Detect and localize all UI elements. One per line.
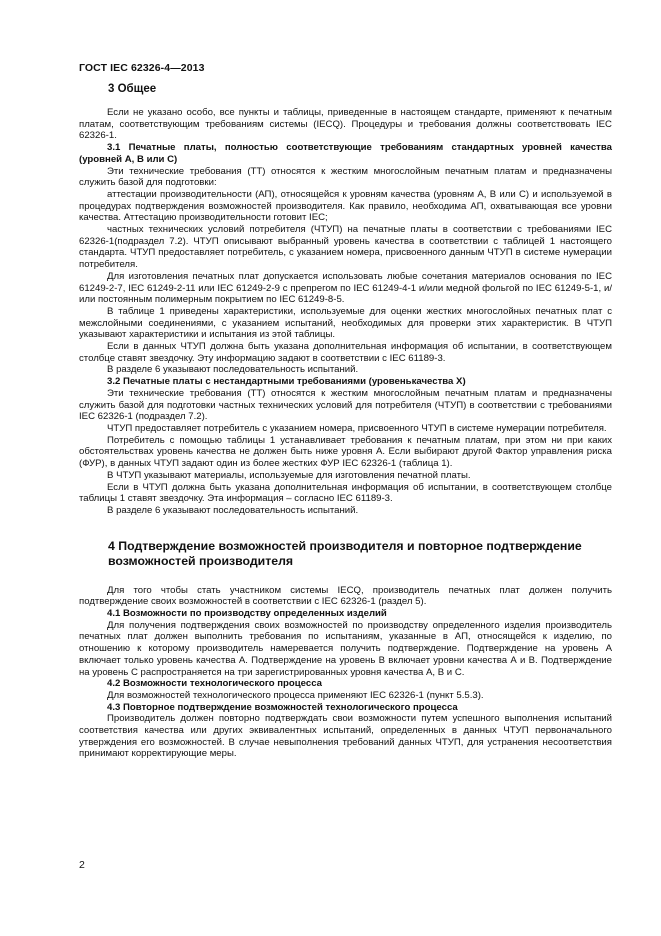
paragraph: ЧТУП предоставляет потребитель с указанием номера, присвоенного ЧТУП в системе нумерации потребителя. [107,422,607,434]
subsection-3-2-title: 3.2 Печатные платы с нестандартными требованиями (уровенькачества X) [107,376,466,388]
paragraph: В ЧТУП указывают материалы, используемые для изготовления печатной платы. [107,469,471,481]
paragraph: В таблице 1 приведены характеристики, используемые для оценки жестких многослойных печатных плат с межслойными соединениями, с указанием испытаний, необходимых для проверки этих характеристик. В ЧТУП указывают характеристики и испытания из этой таблицы. [79,305,612,341]
paragraph: Для получения подтверждения своих возможностей по производству определенного изделия производитель печатных плат должен выполнить требования по испытаниям, указанные в АП, относящейся к изделию, по отношению к которому производитель намеревается получить подтверждение. Подтверждение на уровень А включает только уровень качества А. Подтверждение на уровень В включает уровни качества А и В. Подтверждение на уровень С распространяется на три зарегистрированных уровня качества А, В и С. [79,619,612,678]
subsection-4-1-title: 4.1 Возможности по производству определенных изделий [107,608,387,620]
paragraph: Для изготовления печатных плат допускается использовать любые сочетания материалов основания по IEC 61249-2-7, IEC 61249-2-11 или IEC 61249-2-9 с препрегом по IEC 61249-4-1 и/или медной фольгой по IEC 61249-5-1, и/или постоянным полимерным покрытием по IEC 61249-8-5. [79,270,612,306]
paragraph: Эти технические требования (ТТ) относятся к жестким многослойным печатным платам и предназначены служить базой для подготовки: [79,165,612,189]
document-body [79,82,612,760]
subsection-4-2-title: 4.2 Возможности технологического процесса [107,678,322,690]
section-4-title: 4 Подтверждение возможностей производителя и повторное подтверждение возможностей производителя [108,538,582,568]
section-3-title: 3 Общее [108,83,157,95]
paragraph: Если не указано особо, все пункты и таблицы, приведенные в настоящем стандарте, применяют к печатным платам, соответствующим требованиям системы (IECQ). Процедуры и требования должны соответствовать IEC 62326-1. [79,107,612,142]
paragraph: В разделе 6 указывают последовательность испытаний. [107,364,359,376]
paragraph: Если в ЧТУП должна быть указана дополнительная информация об испытании, в соответствующем столбце таблицы 1 ставят звездочку. Эта информация – согласно IEC 61189-3. [79,481,612,505]
paragraph: аттестации производительности (АП), относящейся к уровням качества (уровням А, В или С) и используемой в процедурах подтверждения возможностей производителя. Как правило, необходима АП, охватывающая все уровни качества. Аттестацию производительности готовит IEC; [79,188,612,224]
paragraph: В разделе 6 указывают последовательность испытаний. [107,504,359,516]
subsection-3-1-title: 3.1 Печатные платы, полностью соответствующие требованиям стандартных уровней качества (уровней А, В или С) [79,142,612,165]
paragraph: Эти технические требования (ТТ) относятся к жестким многослойным печатным платам и предназначены служить базой для подготовки частных технических условий для потребителя (ЧТУП) в соответствии с требованиями IEC 62326-1 (подраздел 7.2). [79,387,612,423]
page-number: 2 [79,859,85,871]
paragraph: Производитель должен повторно подтверждать свои возможности путем успешного выполнения испытаний соответствия качества или других эквивалентных испытаний, определенных в данных ЧТУП первоначального утверждения его возможностей. В случае невыполнения требований данных ЧТУП, для устранения несоответствия принимают корректирующие меры. [79,713,612,760]
paragraph: Потребитель с помощью таблицы 1 устанавливает требования к печатным платам, при этом ни при каких обстоятельствах уровень качества не должен быть ниже уровня А. Если выбирают другой Фактор управления риска (ФУР), в данных ЧТУП задают один из более жестких ФУР IEC 62326-1 (таблица 1). [79,434,612,470]
subsection-4-3-title: 4.3 Повторное подтверждение возможностей технологического процесса [107,701,458,713]
paragraph: Для возможностей технологического процесса применяют IEC 62326-1 (пункт 5.5.3). [107,689,484,701]
paragraph: Если в данных ЧТУП должна быть указана дополнительная информация об испытании, в соответствующем столбце ставят звездочку. Эту информацию задают в соответствии с IEC 61189-3. [79,341,612,364]
paragraph: частных технических условий потребителя (ЧТУП) на печатные платы в соответствии с требованиями IEC 62326-1(подраздел 7.2). ЧТУП описывают выбранный уровень качества в соответствии с таблицей 1 настоящего стандарта. ЧТУП предоставляет потребитель, с указанием номера, присвоенного данным ЧТУП в системе нумерации потребителя. [79,224,612,271]
paragraph: Для того чтобы стать участником системы IECQ, производитель печатных плат должен получить подтверждение своих возможностей в соответствии с IEC 62326-1 (раздел 5). [79,584,612,608]
document-header: ГОСТ IEC 62326-4—2013 [79,62,205,74]
